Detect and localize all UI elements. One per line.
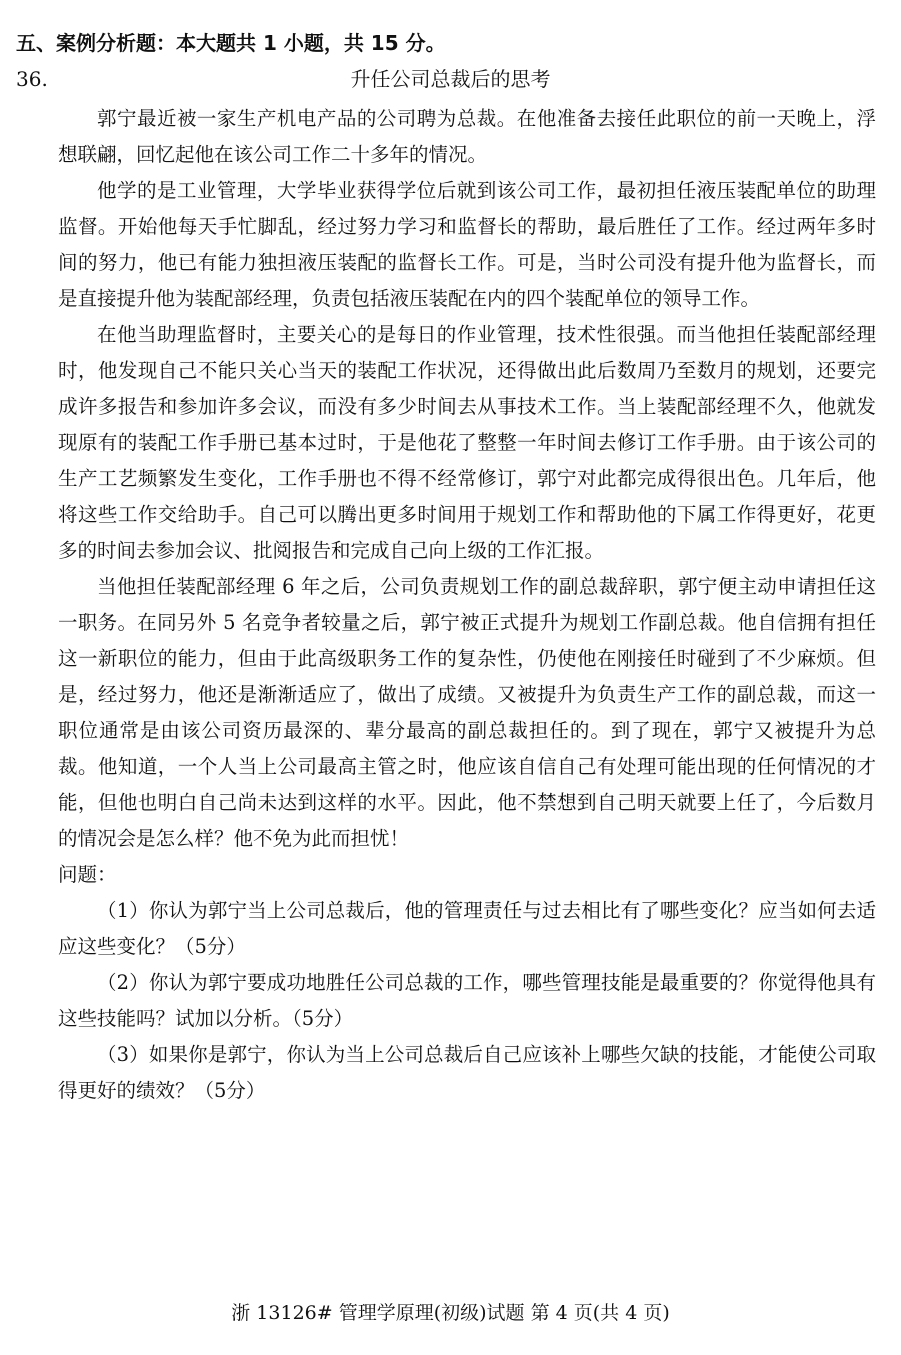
- question-item: （2）你认为郭宁要成功地胜任公司总裁的工作，哪些管理技能是最重要的？你觉得他具有这些技能吗？试加以分析。（5分）: [58, 971, 876, 1030]
- question-item: （1）你认为郭宁当上公司总裁后，他的管理责任与过去相比有了哪些变化？应当如何去适应这些变化？（5分）: [58, 899, 876, 958]
- case-paragraph: 郭宁最近被一家生产机电产品的公司聘为总裁。在他准备去接任此职位的前一天晚上，浮想联翩，回忆起他在该公司工作二十多年的情况。: [58, 107, 876, 166]
- case-paragraph: 在他当助理监督时，主要关心的是每日的作业管理，技术性很强。而当他担任装配部经理时，他发现自己不能只关心当天的装配工作状况，还得做出此后数周乃至数月的规划，还要完成许多报告和参加许多会议，而没有多少时间去从事技术工作。当上装配部经理不久，他就发现原有的装配工作手册已基本过时，于是他花了整整一年时间去修订工作手册。由于该公司的生产工艺频繁发生变化，工作手册也不得不经常修订，郭宁对此都完成得很出色。几年后，他将这些工作交给助手。自己可以腾出更多时间用于规划工作和帮助他的下属工作得更好，花更多的时间去参加会议、批阅报告和完成自己向上级的工作汇报。: [58, 323, 876, 562]
- questions-label: 问题：: [58, 863, 117, 886]
- case-body: [58, 101, 876, 1109]
- case-title: 升任公司总裁后的思考: [350, 67, 551, 91]
- question-item: （3）如果你是郭宁，你认为当上公司总裁后自己应该补上哪些欠缺的技能，才能使公司取得更好的绩效？（5分）: [58, 1043, 876, 1102]
- page-footer: 浙 13126# 管理学原理(初级)试题 第 4 页(共 4 页): [231, 1302, 670, 1324]
- section-heading: 五、案例分析题：本大题共 1 小题，共 15 分。: [16, 31, 446, 55]
- question-number: 36.: [16, 67, 48, 91]
- case-paragraph: 他学的是工业管理，大学毕业获得学位后就到该公司工作，最初担任液压装配单位的助理监督。开始他每天手忙脚乱，经过努力学习和监督长的帮助，最后胜任了工作。经过两年多时间的努力，他已有能力独担液压装配的监督长工作。可是，当时公司没有提升他为监督长，而是直接提升他为装配部经理，负责包括液压装配在内的四个装配单位的领导工作。: [58, 179, 876, 310]
- case-paragraph: 当他担任装配部经理 6 年之后，公司负责规划工作的副总裁辞职，郭宁便主动申请担任这一职务。在同另外 5 名竞争者较量之后，郭宁被正式提升为规划工作副总裁。他自信拥有担任这一新职位的能力，但由于此高级职务工作的复杂性，仍使他在刚接任时碰到了不少麻烦。但是，经过努力，他还是渐渐适应了，做出了成绩。又被提升为负责生产工作的副总裁，而这一职位通常是由该公司资历最深的、辈分最高的副总裁担任的。到了现在，郭宁又被提升为总裁。他知道，一个人当上公司最高主管之时，他应该自信自己有处理可能出现的任何情况的才能，但他也明白自己尚未达到这样的水平。因此，他不禁想到自己明天就要上任了，今后数月的情况会是怎么样？他不免为此而担忧！: [58, 575, 876, 850]
